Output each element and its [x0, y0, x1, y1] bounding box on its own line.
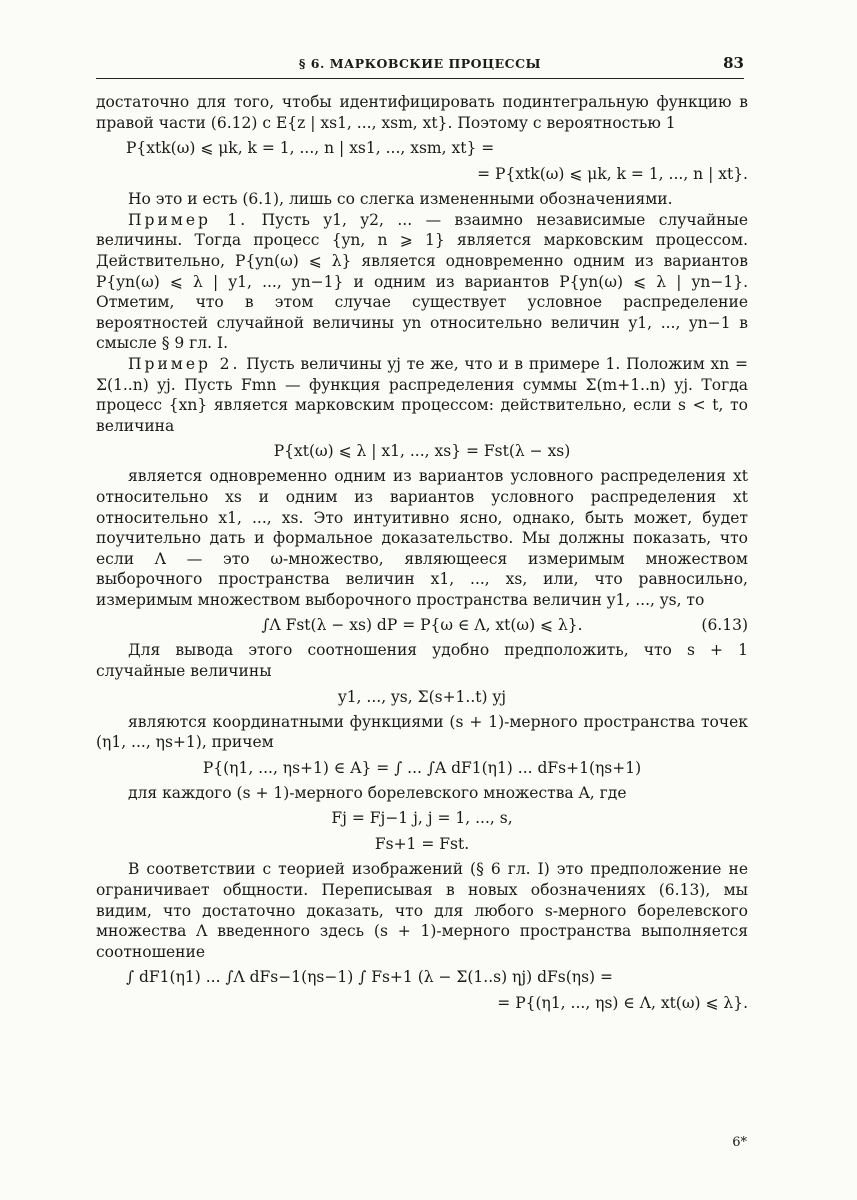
formula [96, 163, 748, 185]
formula [96, 807, 748, 829]
paragraph: Но это и есть (6.1), лишь со слегка измененными обозначениями. [128, 190, 673, 209]
formula [96, 966, 748, 988]
formula-expression: ∫Λ Fst(λ − xs) dP = P{ω ∈ Λ, xt(ω) ⩽ λ}. [261, 616, 583, 635]
equation-number: (6.13) [701, 616, 748, 635]
page-number: 83 [723, 54, 744, 72]
formula-expression: Fs+1 = Fst. [374, 835, 470, 854]
paragraph: являются координатными функциями (s + 1)-мерного пространства точек (η1, ..., ηs+1), причем [96, 712, 748, 752]
formula-expression: = P{xtk(ω) ⩽ μk, k = 1, ..., n | xt}. [477, 165, 748, 184]
formula [96, 440, 748, 462]
running-head: § 6. МАРКОВСКИЕ ПРОЦЕССЫ [298, 56, 542, 71]
body-text [96, 92, 748, 1018]
example-lead: Пример 1. [128, 210, 249, 229]
paragraph: для каждого (s + 1)-мерного борелевского множества A, где [128, 783, 627, 802]
example-paragraph [96, 354, 748, 436]
formula-expression: = P{(η1, ..., ηs) ∈ Λ, xt(ω) ⩽ λ}. [497, 994, 748, 1013]
formula [96, 833, 748, 855]
example-text: Пусть y1, y2, ... — взаимно независимые случайные величины. Тогда процесс {yn, n ⩾ 1} является марковским процессом. Действительно, P{yn(ω) ⩽ λ} является одновременно одним из вариантов P{yn(ω) ⩽ λ | y1, ..., yn−1} и одним из вариантов P{yn(ω) ⩽ λ | yn−1}. Отметим, что в этом случае существует условное распределение вероятностей случайной величины yn относительно величин y1, ..., yn−1 в смысле § 9 гл. I. [96, 210, 748, 353]
formula [96, 686, 748, 708]
paragraph: является одновременно одним из вариантов условного распределения xt относительно xs и одним из вариантов условного распределения xt относительно x1, ..., xs. Это интуитивно ясно, однако, быть может, будет поучительно дать и формальное доказательство. Мы должны показать, что если Λ — это ω-множество, являющееся измеримым множеством выборочного пространства величин x1, ..., xs, или, что равносильно, измеримым множеством выборочного пространства величин y1, ..., ys, то [96, 467, 748, 609]
signature-mark: 6* [732, 1135, 747, 1150]
formula-expression: Fj = Fj−1 j, j = 1, ..., s, [331, 809, 513, 828]
formula-expression: y1, ..., ys, Σ(s+1..t) yj [337, 687, 507, 706]
formula [96, 757, 748, 779]
page-header [96, 56, 744, 79]
formula-expression: P{xt(ω) ⩽ λ | x1, ..., xs} = Fst(λ − xs) [273, 442, 571, 461]
formula [96, 992, 748, 1014]
formula-expression: P{xtk(ω) ⩽ μk, k = 1, ..., n | xs1, ..., xsm, xt} = [126, 139, 495, 158]
paragraph: достаточно для того, чтобы идентифицировать подинтегральную функцию в правой части (6.12) с E{z | xs1, ..., xsm, xt}. Поэтому с вероятностью 1 [96, 93, 748, 132]
formula [96, 137, 748, 159]
example-lead: Пример 2. [128, 354, 241, 373]
formula [96, 614, 748, 636]
formula-expression: P{(η1, ..., ηs+1) ∈ A} = ∫ ... ∫A dF1(η1) ... dFs+1(ηs+1) [202, 758, 642, 777]
example-paragraph [96, 210, 748, 354]
formula-expression: ∫ dF1(η1) ... ∫Λ dFs−1(ηs−1) ∫ Fs+1 (λ − Σ(1..s) ηj) dFs(ηs) = [126, 968, 614, 987]
example-text: Пусть величины yj те же, что и в примере 1. Положим xn = Σ(1..n) yj. Пусть Fmn — функция распределения суммы Σ(m+1..n) yj. Тогда процесс {xn} является марковским процессом: действительно, если s < t, то величина [96, 354, 749, 435]
paragraph: Для вывода этого соотношения удобно предположить, что s + 1 случайные величины [96, 641, 748, 681]
paragraph: В соответствии с теорией изображений (§ 6 гл. I) это предположение не ограничивает общности. Переписывая в новых обозначениях (6.13), мы видим, что достаточно доказать, что для любого s-мерного борелевского множества Λ введенного здесь (s + 1)-мерного пространства выполняется соотношение [96, 860, 748, 961]
